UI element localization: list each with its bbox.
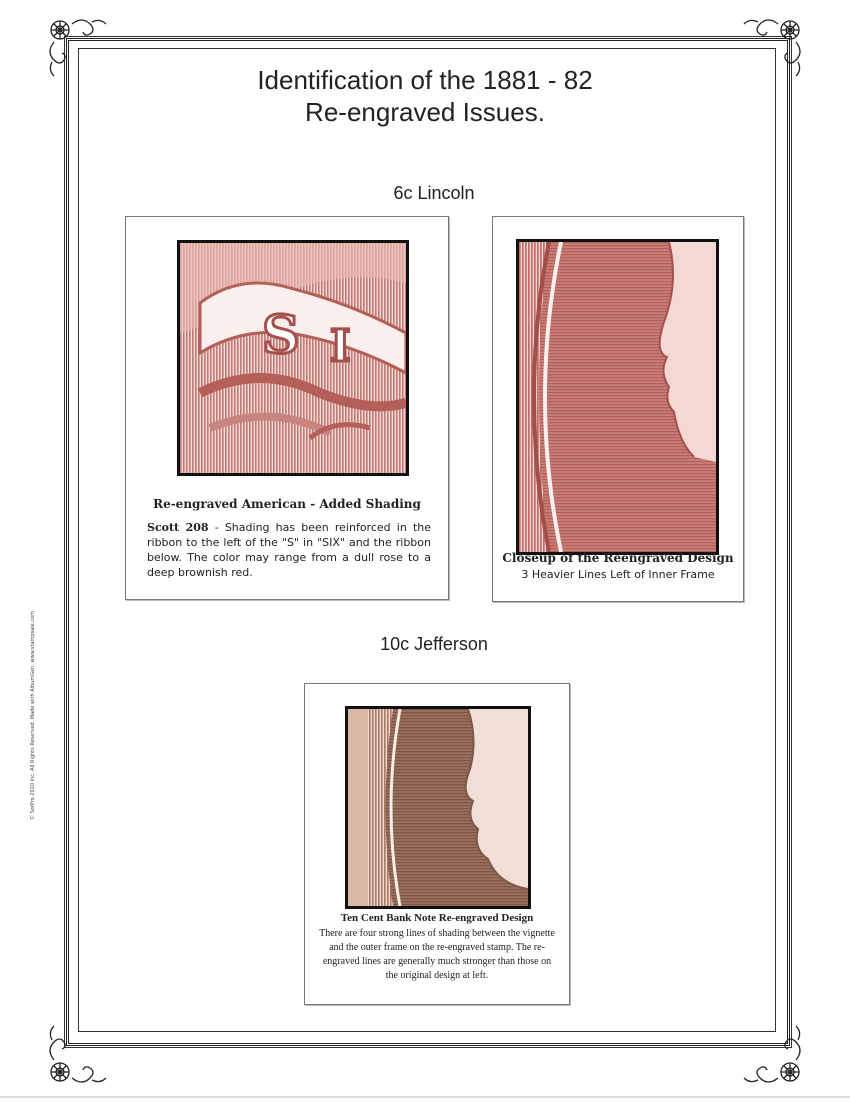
caption-body: There are four strong lines of shading between the vignette and the outer frame on the re-engraved stamp. The re-engraved lines are generally much stronger than those on the original design at left.: [319, 928, 555, 981]
caption-text: - Shading has been reinforced in the ribbon to the left of the "S" in "SIX" and the ribbon below. The color may range from a dull rose to a deep brownish red.: [147, 521, 431, 579]
stamp-closeup-image: [177, 240, 409, 476]
stamp-closeup-image: [516, 239, 719, 555]
corner-ornament-icon: [40, 1020, 112, 1092]
scott-number: Scott 208: [147, 521, 209, 534]
stamp-card-jefferson: [304, 683, 570, 1005]
caption-body: [147, 520, 431, 580]
stamp-engraving-image: [348, 709, 528, 906]
corner-ornament-icon: [738, 1020, 810, 1092]
page-title-line-1: Identification of the 1881 - 82: [257, 65, 593, 95]
section-heading-lincoln: 6c Lincoln: [393, 183, 475, 203]
page-title-line-2: Re-engraved Issues.: [305, 97, 545, 127]
caption-title: Re-engraved American - Added Shading: [153, 497, 421, 511]
scan-edge: [0, 1096, 850, 1098]
caption-title: Ten Cent Bank Note Re-engraved Design: [340, 912, 534, 924]
stamp-card-lincoln-shading: [125, 216, 449, 600]
stamp-closeup-image: [345, 706, 531, 909]
corner-ornament-icon: [738, 10, 810, 82]
stamp-engraving-image: [519, 242, 716, 552]
page-title: [150, 64, 700, 128]
section-heading-jefferson: 10c Jefferson: [380, 634, 488, 654]
corner-ornament-icon: [40, 10, 112, 82]
caption-body: 3 Heavier Lines Left of Inner Frame: [521, 568, 715, 581]
caption-title: Closeup of the Reengraved Design: [502, 551, 734, 565]
svg-text:S: S: [262, 305, 300, 366]
svg-text:I: I: [330, 321, 351, 372]
copyright-credit: © SotPro 2010 Inc. All Rights Reserved. Made with AlbumGen. www.stampsale.com: [30, 611, 36, 820]
stamp-engraving-image: [180, 243, 406, 473]
stamp-card-lincoln-closeup: [492, 216, 744, 602]
